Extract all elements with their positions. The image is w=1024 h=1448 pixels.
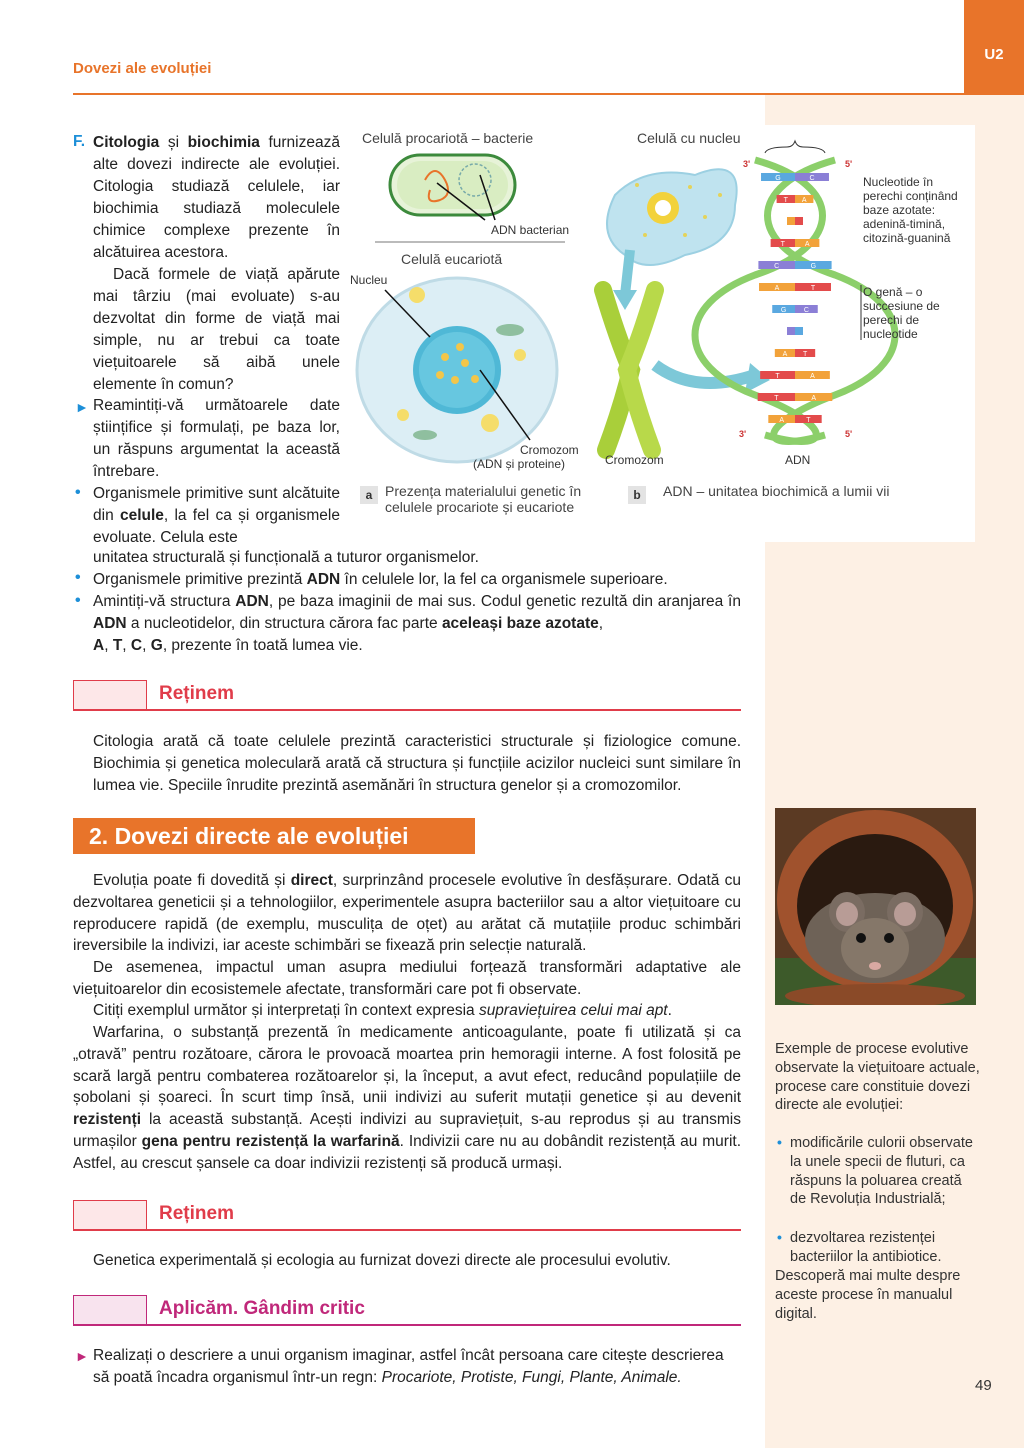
bullet-icon: •	[75, 592, 81, 609]
aplicam-rule	[73, 1324, 741, 1326]
chromosome-illustration	[603, 290, 770, 450]
text-fragment: ,	[122, 636, 131, 654]
base-letter: A	[810, 373, 815, 380]
term-rezistenti: rezistenți	[73, 1111, 142, 1129]
base-letter: G	[775, 175, 781, 182]
sidebar-outro: Descoperă mai multe despre aceste procese în manualul digital.	[775, 1268, 961, 1322]
bullet-cells-continuation: unitatea structurală și funcțională a tuturor organismelor.	[93, 549, 479, 566]
header-rule	[73, 93, 1003, 95]
pencil-hand-icon	[73, 1295, 147, 1325]
term-direct: direct	[290, 872, 333, 889]
text-fragment: Realizați o descriere a unui organism imaginar, astfel încât persoana care citește descrierea să poată încadra organismul într-un regn:	[93, 1347, 724, 1386]
rat-in-pipe-illustration	[775, 808, 976, 1005]
base-letter: A	[774, 285, 780, 292]
retinem-title: Reținem	[159, 683, 234, 704]
notepad-gears-icon	[73, 1200, 147, 1230]
eukaryote-cell-illustration	[357, 278, 557, 462]
term-adn: ADN	[306, 571, 341, 588]
section-2-paragraph-1	[73, 870, 741, 957]
base-letter: A	[782, 351, 788, 358]
nucleated-cell-illustration	[607, 169, 737, 310]
aplicam-text	[93, 1345, 743, 1389]
sidebar-item-bacteria: dezvoltarea rezistenței bacteriilor la antibiotice.	[790, 1230, 942, 1265]
base-a: A	[93, 636, 105, 654]
retinem-text: Citologia arată că toate celulele prezintă caracteristici structurale și fiziologice comune. Biochimia și genetica moleculară arată că structura și funcțiile acizilor nucleici sunt similare în lumea vie. Speciile înrudite prezintă asemănări în structura genelor și a cromozomilor.	[93, 733, 741, 794]
base-letter: T	[802, 351, 808, 358]
text-fragment: și	[159, 134, 188, 151]
base-letter: A	[811, 395, 816, 402]
strand-end-5-top: 5'	[845, 159, 853, 169]
retinem-rule	[73, 709, 741, 711]
base-letter: T	[783, 197, 788, 204]
section-f-question: Dacă formele de viață apărute mai târziu (mai evoluate) s-au dezvoltat din forme de viață mai simple, nu ar trebui ca toate viețuitoarele să aibă unele elemente în comun?	[93, 266, 340, 393]
base-t: T	[112, 636, 123, 654]
text-fragment: , pe baza imaginii de mai sus. Codul genetic rezultă din aranjarea în	[268, 593, 741, 610]
strand-end-5-bottom: 5'	[845, 429, 853, 439]
eukaryote-title: Celulă eucariotă	[401, 251, 503, 267]
retinem-rule	[73, 1229, 741, 1231]
bullet-icon: •	[75, 569, 81, 586]
running-head: Dovezi ale evoluției	[73, 60, 212, 77]
term-biochimia: biochimia	[187, 134, 260, 151]
section-2-title: 2. Dovezi directe ale evoluției	[73, 818, 475, 854]
term-baze-azotate: aceleași baze azotate	[441, 614, 599, 632]
retinem-text: Genetica experimentală și ecologia au furnizat dovezi directe ale procesului evolutiv.	[93, 1252, 671, 1269]
text-fragment: , surprinzând procesele evolutive în desfășurare. Odată cu dezvoltarea geneticii și a tehnologiilor, experimentele asupra bacteriilor sau a altor viețuitoare cu reproducere rapidă (de exemplu, musculița de oțet) au arătat că mutațiile produc schimbări ireversibile la indivizi, iar aceste schimbări se fixează prin selecție naturală.	[73, 872, 741, 955]
bullet-cells	[93, 483, 340, 549]
aplicam-title: Aplicăm. Gândim critic	[159, 1298, 365, 1319]
base-letter: C	[803, 307, 809, 314]
base-letter: T	[806, 417, 811, 424]
prokaryote-title: Celulă procariotă – bacterie	[362, 130, 534, 146]
term-celule: celule	[119, 507, 164, 524]
base-letter: T	[780, 241, 785, 248]
base-letter: A	[804, 241, 810, 248]
chromosome-label-a-line1: Cromozom	[520, 443, 579, 457]
section-2-paragraph-4	[73, 1022, 741, 1175]
term-citologia: Citologia	[93, 134, 160, 151]
kingdom-list: Procariote, Protiste, Fungi, Plante, Animale.	[381, 1368, 682, 1386]
text-fragment: Organismele primitive prezintă	[93, 571, 307, 588]
text-fragment: Citiți exemplul următor și interpretați în context expresia	[93, 1002, 479, 1019]
base-pair-right	[795, 217, 803, 225]
base-pair-left	[787, 217, 795, 225]
prokaryote-cell-illustration	[390, 155, 515, 220]
nucleotides-note: Nucleotide în perechi conținând baze azotate: adenină-timină, citozină-guanină	[863, 175, 958, 245]
base-letter: G	[810, 263, 817, 270]
gene-note: O genă – o succesiune de perechi de nucleotide	[863, 285, 940, 341]
text-fragment: . Indivizii care nu au dobândit rezistență au murit. Astfel, au crescut șansele ca doar indivizii rezistenți să producă urmași.	[73, 1132, 741, 1172]
base-letter: T	[810, 285, 816, 292]
text-fragment: .	[667, 1002, 672, 1019]
page-number: 49	[975, 1377, 992, 1394]
section-2-paragraph-3	[73, 1000, 741, 1022]
cell-dna-figure	[345, 125, 975, 542]
gene-bracket	[765, 141, 825, 153]
chromosome-label-b: Cromozom	[605, 453, 664, 467]
bullet-dna	[93, 569, 753, 591]
arrow-bullet-icon: ►	[75, 399, 89, 415]
nucleated-cell-title: Celulă cu nucleu	[637, 130, 741, 146]
term-adn: ADN	[93, 614, 127, 632]
text-fragment: ,	[598, 614, 604, 632]
notepad-gears-icon	[73, 680, 147, 710]
chromosome-label-a	[520, 443, 579, 457]
caption-a-letter: a	[360, 486, 378, 504]
caption-a: Prezența materialului genetic în celulele procariote și eucariote	[385, 483, 582, 515]
section-f-letter: F.	[73, 133, 86, 150]
text-fragment: , la fel ca și organismele evoluate. Celula este	[93, 507, 340, 546]
base-pair-left	[787, 327, 795, 335]
caption-b-letter: b	[628, 486, 646, 504]
arrow-bullet-icon: ►	[75, 1348, 89, 1364]
retinem-title: Reținem	[159, 1203, 234, 1224]
base-g: G	[150, 636, 163, 654]
text-fragment: în celulele lor, la fel ca organismele superioare.	[340, 571, 668, 588]
chromosome-label-a-line2: (ADN și proteine)	[473, 457, 566, 471]
text-fragment: furnizează alte dovezi indirecte ale evoluției. Citologia studiază celulele, iar biochimia studiază moleculele chimice complexe prezente în alcătuirea acestora.	[93, 134, 340, 261]
text-fragment: a nucleotidelor, din structura cărora fac parte	[126, 614, 442, 632]
base-c: C	[130, 636, 143, 654]
sidebar-intro: Exemple de procese evolutive observate la viețuitoare actuale, procese care constituie dovezi directe ale evoluției:	[775, 1041, 980, 1114]
bullet-icon: •	[75, 484, 81, 501]
base-pair-right	[795, 327, 803, 335]
base-letter: A	[801, 197, 807, 204]
term-adn: ADN	[235, 593, 269, 610]
text-fragment: ,	[104, 636, 113, 654]
bullet-icon: •	[777, 1134, 782, 1150]
dna-label: ADN	[785, 453, 811, 467]
section-f-instruction: Reamintiți-vă următoarele date științifice și formulați, pe baza lor, un răspuns argumentat la această întrebare.	[93, 397, 340, 480]
base-letter: C	[809, 175, 815, 182]
text-fragment: Warfarina, o substanță prezentă în medicamente anticoagulante, poate fi utilizată și ca „otravă” pentru rozătoare, cărora le provoacă moartea prin hemoragii interne. A fost folosită pe scară largă pentru combaterea rozătoarelor și, la început, a avut efect, reducând populațiile de șobolani și șoareci. În scurt timp însă, unii indivizi au suferit mutații genetice și au devenit	[73, 1024, 741, 1107]
bullet-icon: •	[777, 1229, 782, 1245]
base-letter: C	[774, 263, 780, 270]
base-letter: T	[774, 395, 779, 402]
bullet-dna-structure	[93, 591, 741, 656]
text-fragment: Amintiți-vă structura	[93, 593, 236, 610]
sidebar-item-butterflies: modificările culorii observate la unele specii de fluturi, ca răspuns la poluarea creată de Revoluția Industrială;	[790, 1135, 973, 1208]
nucleus-label: Nucleu	[350, 273, 388, 287]
text-fragment: la această substanță. Acești indivizi au supraviețuit, s-au reprodus și au transmis urmașilor	[73, 1111, 741, 1150]
section-2-paragraph-2: De asemenea, impactul uman asupra mediului forțează transformări adaptative ale viețuitoarelor din ecosistemele afectate, transformări care pot fi observate.	[73, 959, 741, 998]
strand-end-3-bottom: 3'	[739, 429, 747, 439]
base-letter: T	[775, 373, 780, 380]
caption-b: ADN – unitatea biochimică a lumii vii	[663, 483, 890, 499]
term-survival: supraviețuirea celui mai apt	[478, 1002, 668, 1019]
text-fragment: , prezente în toată lumea vie.	[162, 636, 363, 654]
base-letter: A	[779, 417, 784, 424]
base-letter: G	[780, 307, 787, 314]
term-gena-rezistenta: gena pentru rezistență la warfarină	[141, 1132, 400, 1150]
bacterial-dna-label: ADN bacterian	[491, 223, 570, 237]
text-fragment: ,	[142, 636, 151, 654]
rat-photo	[775, 808, 976, 1005]
strand-end-3-top: 3'	[743, 159, 751, 169]
text-fragment: Organismele primitive sunt alcătuite din	[93, 485, 340, 524]
unit-tab: U2	[964, 0, 1024, 95]
text-fragment: Evoluția poate fi dovedită și	[93, 872, 291, 889]
section-f-intro	[93, 132, 340, 264]
